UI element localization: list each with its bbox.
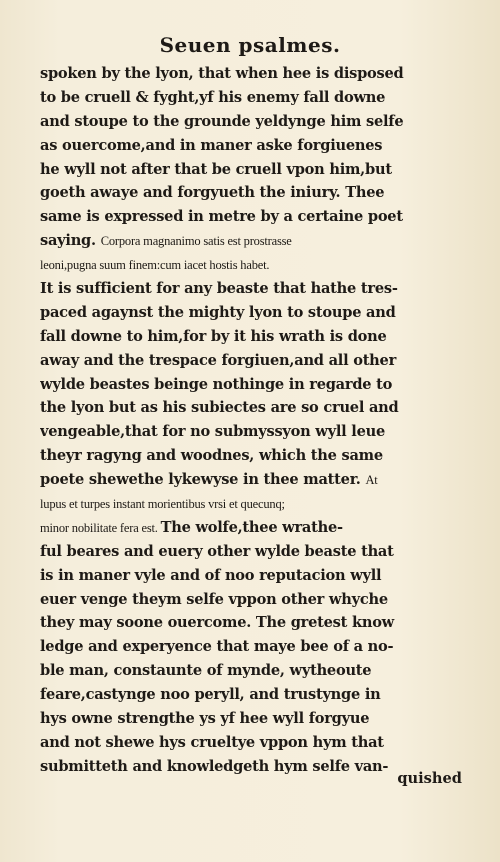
text-line [40, 659, 472, 683]
text-segment: feare,castynge noo peryll, and trustynge in [40, 686, 381, 704]
text-segment: saying. [40, 232, 101, 250]
text-segment: The wolfe,thee wrathe- [160, 518, 343, 536]
text-segment: wylde beastes beinge nothinge in regarde to [40, 375, 393, 393]
text-segment: poete shewethe lykewyse in thee matter. [40, 471, 366, 489]
text-line [40, 396, 472, 420]
text-segment: and not shewe hys crueltye vppon hym that [40, 733, 384, 751]
text-line [40, 229, 472, 253]
text-line [40, 301, 472, 325]
text-segment: is in maner vyle and of noo reputacion wyll [40, 566, 382, 584]
text-segment: hys owne strengthe ys yf hee wyll forgyue [40, 710, 370, 728]
text-line [40, 62, 472, 86]
latin-quotation: At [365, 473, 378, 488]
text-segment: the lyon but as his subiectes are so cruel and [40, 399, 399, 417]
text-line [40, 181, 472, 205]
text-segment: and stoupe to the grounde yeldynge him selfe [40, 112, 404, 130]
latin-quotation: lupus et turpes instant morientibus vrsi et quecunq; [40, 497, 285, 512]
text-line [40, 731, 472, 755]
text-segment: ful beares and euery other wylde beaste that [40, 542, 394, 560]
text-line [40, 492, 472, 516]
latin-quotation: Corpora magnanimo satis est prostrasse [100, 234, 292, 249]
text-segment: submitteth and knowledgeth hym selfe van- [40, 757, 389, 775]
text-segment: theyr ragyng and woodnes, which the same [40, 447, 383, 465]
text-line [40, 420, 472, 444]
latin-quotation: leoni,pugna suum finem:cum iacet hostis habet. [40, 258, 270, 273]
running-header: Seuen psalmes. [159, 33, 341, 57]
text-line [40, 277, 472, 301]
text-segment: to be cruell & fyght,yf his enemy fall downe [40, 88, 386, 106]
text-segment: vengeable,that for no submyssyon wyll leue [40, 423, 385, 441]
text-line [40, 373, 472, 397]
text-segment: he wyll not after that be cruell vpon him,but [40, 160, 392, 178]
text-segment: away and the trespace forgiuen,and all other [40, 351, 397, 369]
text-line [40, 253, 472, 277]
text-line [40, 564, 472, 588]
text-segment: goeth awaye and forgyueth the iniury. Thee [40, 184, 385, 202]
latin-quotation: minor nobilitate fera est. [40, 520, 161, 535]
text-line [40, 683, 472, 707]
text-segment: fall downe to him,for by it his wrath is done [40, 327, 387, 345]
text-line [40, 516, 472, 540]
text-line [40, 86, 472, 110]
text-segment: same is expressed in metre by a certaine poet [40, 208, 403, 226]
text-segment: they may soone ouercome. The gretest know [40, 614, 394, 632]
text-line [40, 325, 472, 349]
text-segment: ledge and experyence that maye bee of a no- [40, 638, 394, 656]
text-line [40, 707, 472, 731]
text-line [40, 444, 472, 468]
text-segment: euer venge theym selfe vppon other whyche [40, 590, 388, 608]
text-line [40, 540, 472, 564]
text-segment: spoken by the lyon, that when hee is disposed [40, 65, 404, 82]
text-line [40, 468, 472, 492]
text-line [40, 158, 472, 182]
text-line [40, 205, 472, 229]
text-segment: It is sufficient for any beaste that hathe tres- [40, 280, 398, 298]
text-segment: as ouercome,and in maner aske forgiuenes [40, 136, 383, 154]
text-line [40, 349, 472, 373]
text-line [40, 611, 472, 635]
text-line [40, 110, 472, 134]
catchword: quished [397, 770, 462, 787]
text-line [40, 588, 472, 612]
text-line [40, 635, 472, 659]
text-segment: ble man, constaunte of mynde, wytheoute [40, 662, 372, 680]
body-text [40, 62, 472, 779]
text-segment: paced agaynst the mighty lyon to stoupe and [40, 303, 396, 321]
text-line [40, 134, 472, 158]
